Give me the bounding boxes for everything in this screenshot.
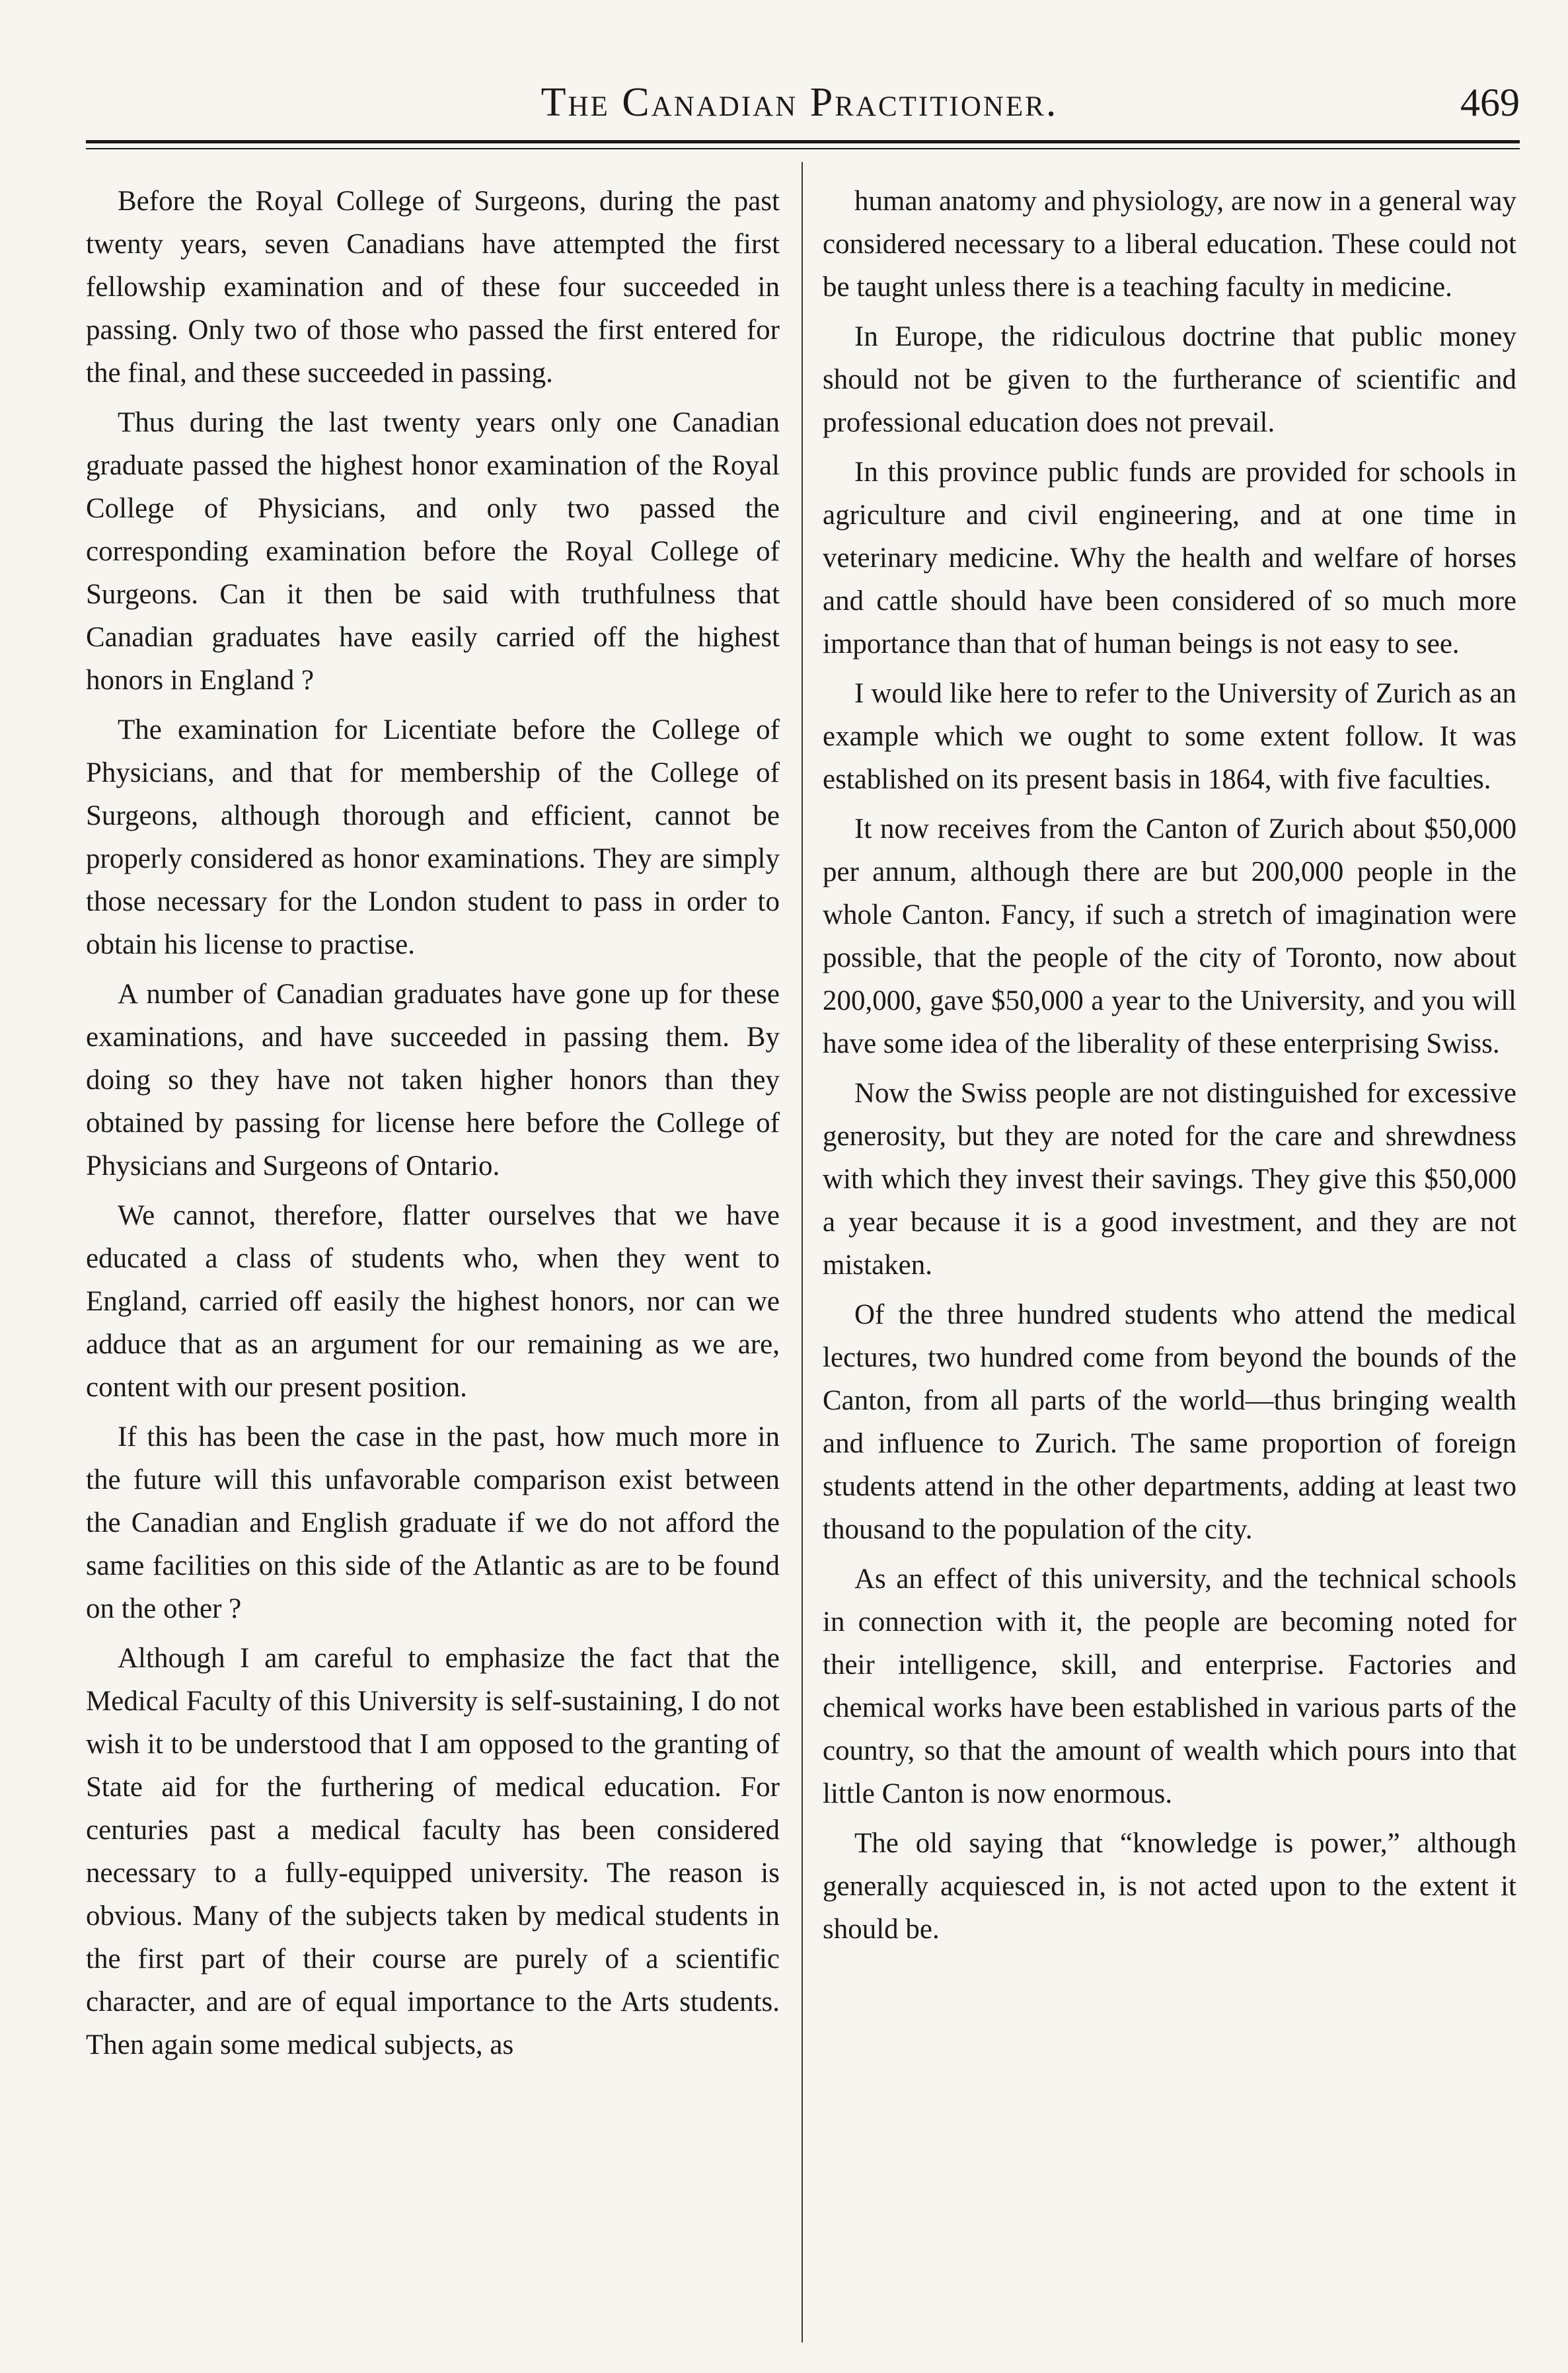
header-rule-thin xyxy=(86,148,1520,149)
paragraph: In Europe, the ridiculous doctrine that public money should not be given to the furtherance of scientific and professional education does not prevail. xyxy=(823,321,1516,438)
page-header xyxy=(79,66,1520,139)
paragraph: As an effect of this university, and the technical schools in connection with it, the people are becoming noted for their intelligence, skill, and enterprise. Factories and chemical works have been established in various parts of the country, so that the amount of wealth which pours into that little Canton is now enormous. xyxy=(823,1563,1516,1809)
paragraph: A number of Canadian graduates have gone up for these examinations, and have succeeded in passing them. By doing so they have not taken higher honors than they obtained by passing for license here before the College of Physicians and Surgeons of Ontario. xyxy=(86,979,780,1182)
paragraph: The old saying that “knowledge is power,” although generally acquiesced in, is not acted upon to the extent it should be. xyxy=(823,1828,1516,1945)
page-number: 469 xyxy=(1460,81,1520,124)
header-rule-thick xyxy=(86,140,1520,143)
column-divider xyxy=(802,162,803,2343)
right-column xyxy=(823,180,1516,1957)
paragraph: Thus during the last twenty years only one Canadian graduate passed the highest honor examination of the Royal College of Physicians, and only two passed the corresponding examination before the Royal College of Surgeons. Can it then be said with truthfulness that Canadian graduates have easily carried off the highest honors in England ? xyxy=(86,407,780,696)
paragraph: We cannot, therefore, flatter ourselves that we have educated a class of students who, when they went to England, carried off easily the highest honors, nor can we adduce that as an argument for our remaining as we are, content with our present position. xyxy=(86,1200,780,1403)
paragraph: Now the Swiss people are not distinguished for excessive generosity, but they are noted for the care and shrewdness with which they invest their savings. They give this $50,000 a year because it is a good investment, and they are not mistaken. xyxy=(823,1078,1516,1281)
paragraph: I would like here to refer to the University of Zurich as an example which we ought to some extent follow. It was established on its present basis in 1864, with five faculties. xyxy=(823,678,1516,795)
paragraph: Although I am careful to emphasize the fact that the Medical Faculty of this University is self-sustaining, I do not wish it to be understood that I am opposed to the granting of State aid for the furthering of medical education. For centuries past a medical faculty has been considered necessary to a fully-equipped university. The reason is obvious. Many of the subjects taken by medical students in the first part of their course are purely of a scientific character, and are of equal importance to the Arts students. Then again some medical subjects, as xyxy=(86,1643,780,2060)
left-column xyxy=(86,180,780,2073)
paragraph: In this province public funds are provided for schools in agriculture and civil engineering, and at one time in veterinary medicine. Why the health and welfare of horses and cattle should have been considered of so much more importance than that of human beings is not easy to see. xyxy=(823,457,1516,659)
paragraph: Before the Royal College of Surgeons, during the past twenty years, seven Canadians have attempted the first fellowship examination and of these four succeeded in passing. Only two of those who passed the first entered for the final, and these succeeded in passing. xyxy=(86,186,780,389)
paragraph: It now receives from the Canton of Zurich about $50,000 per annum, although there are but 200,000 people in the whole Canton. Fancy, if such a stretch of imagination were possible, that the people of the city of Toronto, now about 200,000, gave $50,000 a year to the University, and you will have some idea of the liberality of these enterprising Swiss. xyxy=(823,813,1516,1059)
paragraph: If this has been the case in the past, how much more in the future will this unfavorable comparison exist between the Canadian and English graduate if we do not afford the same facilities on this side of the Atlantic as are to be found on the other ? xyxy=(86,1421,780,1624)
paragraph: Of the three hundred students who attend the medical lectures, two hundred come from beyond the bounds of the Canton, from all parts of the world—thus bringing wealth and influence to Zurich. The same proportion of foreign students attend in the other departments, adding at least two thousand to the population of the city. xyxy=(823,1299,1516,1545)
paragraph: The examination for Licentiate before the College of Physicians, and that for membership of the College of Surgeons, although thorough and efficient, cannot be properly considered as honor examinations. They are simply those necessary for the London student to pass in order to obtain his license to practise. xyxy=(86,714,780,960)
paragraph: human anatomy and physiology, are now in a general way considered necessary to a liberal education. These could not be taught unless there is a teaching faculty in medicine. xyxy=(823,186,1516,303)
running-title: The Canadian Practitioner. xyxy=(541,80,1059,125)
